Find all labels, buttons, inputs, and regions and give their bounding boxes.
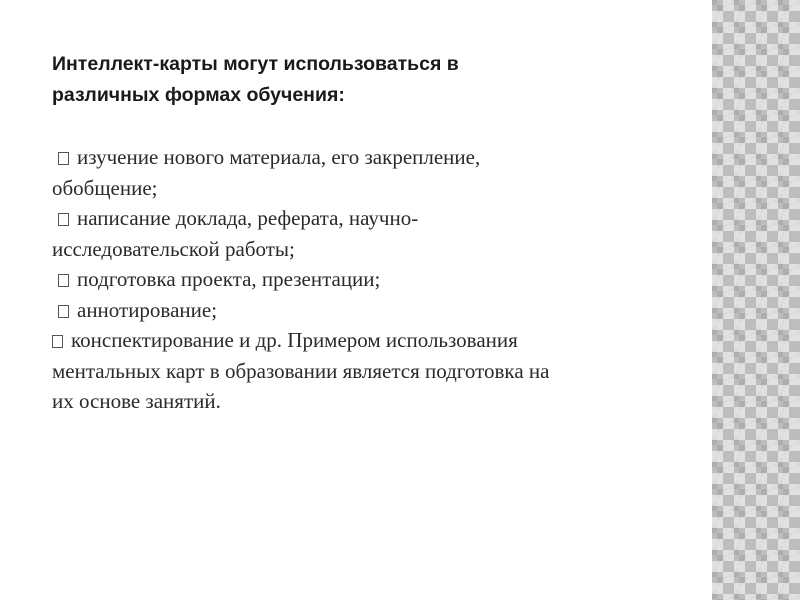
list-item-text: подготовка проекта, презентации; [77, 267, 381, 291]
missing-glyph-box-icon [52, 335, 63, 348]
list-item-text: изучение нового материала, его закрепление, [77, 145, 481, 169]
list-item [52, 142, 702, 203]
missing-glyph-box-icon [58, 152, 69, 165]
heading-line-1: Интеллект-карты могут использоваться в [52, 53, 459, 75]
list-item-text: их основе занятий. [52, 389, 221, 413]
list-item-text: конспектирование и др. Примером использования [71, 328, 518, 352]
slide-heading [52, 49, 702, 111]
list-item [52, 203, 702, 264]
list-item-text: ментальных карт в образовании является подготовка на [52, 358, 550, 383]
list-item-text: написание доклада, реферата, научно- [77, 206, 419, 230]
list-item [52, 264, 702, 295]
list-item-text: аннотирование; [77, 297, 218, 322]
list-item [52, 295, 702, 326]
slide-content [52, 49, 702, 417]
bullet-list [52, 142, 702, 417]
list-item [52, 325, 702, 417]
heading-line-2: различных формах обучения: [52, 84, 345, 106]
missing-glyph-box-icon [58, 274, 69, 287]
list-item-text: исследовательской работы; [52, 236, 295, 261]
decorative-side-panel [712, 0, 800, 600]
missing-glyph-box-icon [58, 213, 69, 226]
missing-glyph-box-icon [58, 305, 69, 318]
list-item-text: обобщение; [52, 175, 158, 200]
